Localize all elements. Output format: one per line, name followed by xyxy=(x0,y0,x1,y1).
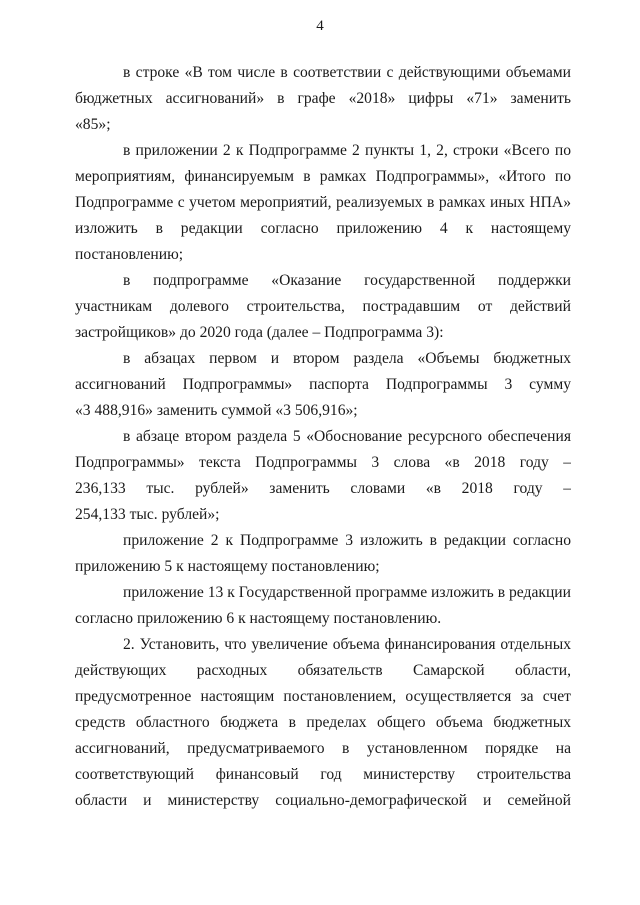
text-line: ассигнований, предусматриваемого в установленном порядке на xyxy=(75,740,571,757)
page-number: 4 xyxy=(316,18,324,34)
text-line: приложению 5 к настоящему постановлению; xyxy=(75,558,380,575)
text-line: приложение 13 к Государственной программе изложить в редакции xyxy=(123,584,571,601)
text-line: в строке «В том числе в соответствии с действующими объемами xyxy=(123,64,571,81)
text-line: 254,133 тыс. рублей»; xyxy=(75,506,220,523)
text-line: в абзацах первом и втором раздела «Объемы бюджетных xyxy=(123,350,571,367)
text-line: постановлению; xyxy=(75,246,184,263)
text-line: изложить в редакции согласно приложению 4 к настоящему xyxy=(75,220,571,237)
text-line: в приложении 2 к Подпрограмме 2 пункты 1, 2, строки «Всего по xyxy=(123,142,571,159)
document-body xyxy=(75,60,571,814)
text-line: Подпрограммы» текста Подпрограммы 3 слова «в 2018 году – xyxy=(75,454,571,471)
text-line: средств областного бюджета в пределах общего объема бюджетных xyxy=(75,714,571,731)
text-line: застройщиков» до 2020 года (далее – Подпрограмма 3): xyxy=(75,324,444,341)
text-line: предусмотренное настоящим постановлением, осуществляется за счет xyxy=(75,688,571,705)
text-line: Подпрограмме с учетом мероприятий, реализуемых в рамках иных НПА» xyxy=(75,194,571,211)
text-line: участникам долевого строительства, пострадавшим от действий xyxy=(75,298,571,315)
text-line: согласно приложению 6 к настоящему постановлению. xyxy=(75,610,442,627)
text-line: «3 488,916» заменить суммой «3 506,916»; xyxy=(75,402,358,419)
text-line: области и министерству социально-демографической и семейной xyxy=(75,792,571,809)
text-line: ассигнований Подпрограммы» паспорта Подпрограммы 3 сумму xyxy=(75,376,571,393)
text-line: в подпрограмме «Оказание государственной поддержки xyxy=(123,272,571,289)
text-line: в абзаце втором раздела 5 «Обоснование ресурсного обеспечения xyxy=(123,428,571,445)
text-line: 236,133 тыс. рублей» заменить словами «в 2018 году – xyxy=(75,480,571,497)
text-line: бюджетных ассигнований» в графе «2018» цифры «71» заменить xyxy=(75,90,571,107)
text-line: «85»; xyxy=(75,116,111,133)
text-line: приложение 2 к Подпрограмме 3 изложить в редакции согласно xyxy=(123,532,571,549)
text-line: соответствующий финансовый год министерству строительства xyxy=(75,766,571,783)
text-line: действующих расходных обязательств Самарской области, xyxy=(75,662,571,679)
text-line: 2. Установить, что увеличение объема финансирования отдельных xyxy=(123,636,571,653)
text-line: мероприятиям, финансируемым в рамках Подпрограммы», «Итого по xyxy=(75,168,571,185)
